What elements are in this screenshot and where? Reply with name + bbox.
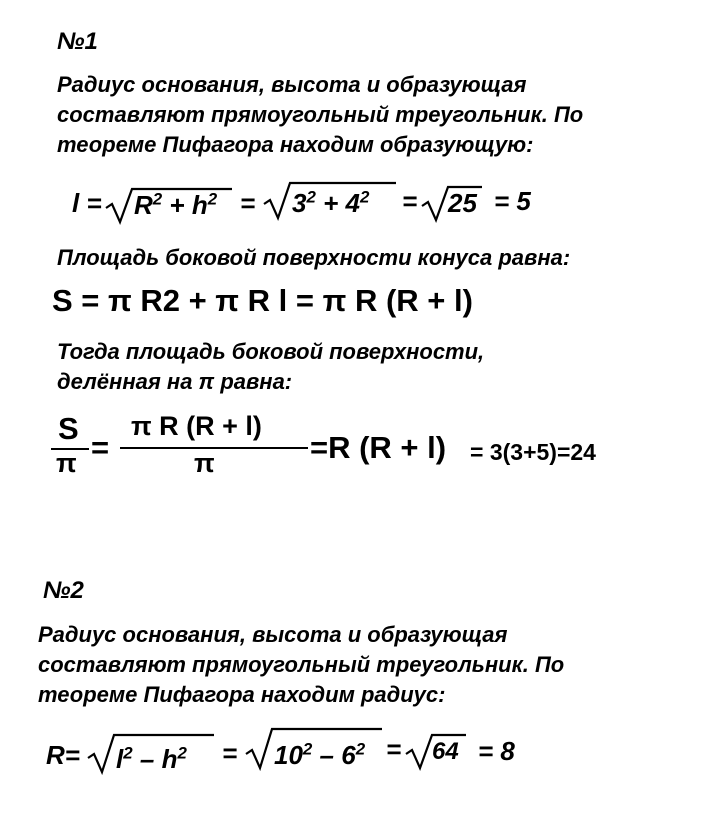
f1-result: = 5 [494, 186, 531, 216]
p2-para1-line2: составляют прямоугольный треугольник. По [38, 652, 565, 677]
f3-eq1: = [91, 430, 110, 465]
p1-para3-line2: делённая на π равна: [57, 369, 293, 394]
f1-s2-e1: 2 [306, 187, 316, 207]
problem1-paragraph-2: Площадь боковой поверхности конуса равна: [57, 245, 571, 270]
f1-s2-b2: 4 [345, 188, 360, 218]
f3-rhs: =R (R + l) [310, 430, 447, 465]
f4-lhs: R= [46, 740, 80, 770]
p1-para1-line2: составляют прямоугольный треугольник. По [57, 102, 584, 127]
f4-sqrt3-content: 64 [432, 738, 459, 765]
problem1-paragraph-1 [57, 70, 583, 160]
f1-s2-plus: + [315, 188, 346, 218]
f4-s2-e1: 2 [302, 739, 313, 759]
f1-s1-e1: 2 [152, 189, 163, 209]
f4-result: = 8 [478, 736, 515, 766]
f1-lhs: l = [72, 188, 102, 218]
f1-s1-e2: 2 [207, 189, 218, 209]
p1-para3-line1: Тогда площадь боковой поверхности, [57, 339, 485, 364]
f4-sqrt1-content [116, 744, 187, 775]
lateral-area-formula: S = π R2 + π R l = π R (R + l) [52, 283, 473, 318]
f4-s1-e2: 2 [177, 743, 187, 763]
f1-sqrt3-content: 25 [448, 188, 477, 218]
p1-para1-line3: теореме Пифагора находим образующую: [57, 132, 534, 157]
problem2-number: №2 [43, 577, 84, 604]
f4-s2-minus: – [312, 740, 342, 770]
p2-para1-line3: теореме Пифагора находим радиус: [38, 682, 446, 707]
f1-s1-b1: R [134, 190, 153, 220]
f4-eq2: = [222, 738, 238, 768]
f4-sqrt2-content [274, 740, 365, 771]
problem1-number: №1 [57, 28, 98, 55]
f1-s1-plus: + [162, 190, 192, 220]
f1-s1-b2: h [191, 190, 208, 220]
f1-s2-b1: 3 [292, 188, 307, 218]
f1-eq3: = [402, 186, 418, 216]
p2-para1-line1: Радиус основания, высота и образующая [38, 622, 508, 647]
f1-sqrt2-content [292, 188, 369, 219]
frac1-denominator: π [56, 448, 77, 478]
f4-s1-b1: l [116, 744, 124, 774]
f3-result: = 3(3+5)=24 [470, 439, 596, 465]
f1-s2-e2: 2 [359, 187, 370, 207]
frac1-numerator: S [58, 411, 79, 446]
f1-eq2: = [240, 188, 256, 218]
f4-s1-minus: – [132, 744, 162, 774]
f4-s2-e2: 2 [355, 739, 366, 759]
frac2-numerator: π R (R + l) [131, 411, 262, 441]
frac2-denominator: π [194, 448, 215, 478]
problem2-paragraph-1 [38, 620, 564, 710]
f4-s1-b2: h [161, 744, 178, 774]
p1-para1-line1: Радиус основания, высота и образующая [57, 72, 527, 97]
f4-eq3: = [386, 734, 402, 764]
f4-s1-e1: 2 [123, 743, 133, 763]
f4-s2-b1: 10 [274, 740, 303, 770]
f4-s2-b2: 6 [341, 740, 356, 770]
f1-sqrt1-content [134, 190, 217, 221]
problem1-paragraph-3 [57, 337, 484, 397]
